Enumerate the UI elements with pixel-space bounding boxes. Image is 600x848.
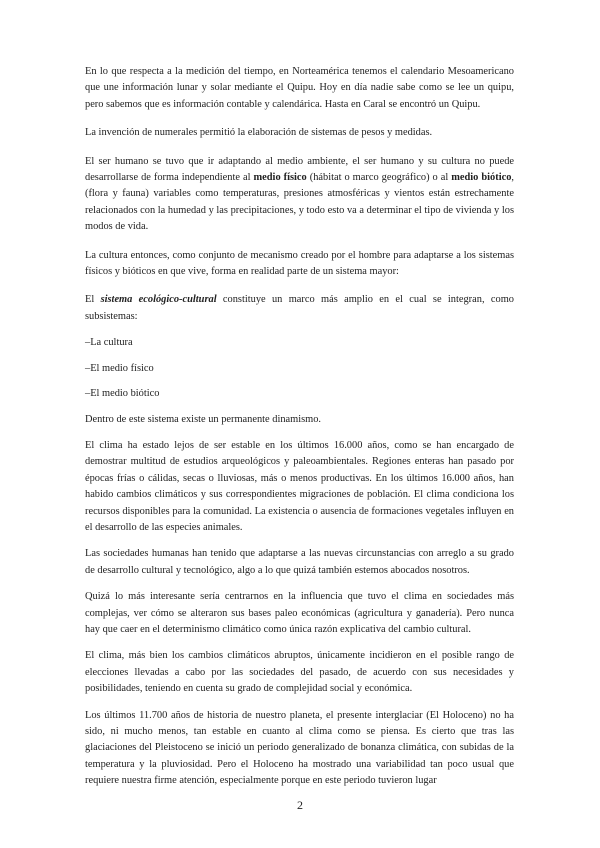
paragraph-sistema xyxy=(85,292,514,325)
paragraph-quipu: En lo que respecta a la medición del tiempo, en Norteamérica tenemos el calendario Mesoamericano que une información lunar y solar mediante el Quipu. Hoy en día nadie sabe como se lee un quipu, pero sabemos que es información contable y calendárica. Hasta en Caral se encontró un Quipu. xyxy=(85,66,514,110)
bold-term-sistema xyxy=(101,294,217,305)
paragraph-dinamismo: Dentro de este sistema existe un permanente dinamismo. xyxy=(85,413,322,425)
paragraph-clima-estable: El clima ha estado lejos de ser estable en los últimos 16.000 años, como se han encargado de demostrar multitud de estudios arqueológicos y paleoambientales. Regiones enteras han pasado por épocas frías o cálidas, secas o lluviosas, más o menos productivas. En los últimos 16.000 años, han habido cambios climáticos y sus correspondientes migraciones de población. El clima condiciona los recursos disponibles para la comunidad. La existencia o ausencia de formaciones vegetales influyen en el desarrollo de las especies animales. xyxy=(85,439,514,533)
paragraph-numerales: La invención de numerales permitió la elaboración de sistemas de pesos y medidas. xyxy=(85,127,433,139)
document-body xyxy=(85,64,514,790)
list-item-medio-fisico: –El medio físico xyxy=(85,362,154,374)
page-number: 2 xyxy=(297,798,303,812)
paragraph-sociedades: Las sociedades humanas han tenido que adaptarse a las nuevas circunstancias con arreglo a su grado de desarrollo cultural y tecnológico, algo a lo que quizá también estemos abocados nosotros. xyxy=(85,548,514,576)
text-span: (hábitat o marco geográfico) o al xyxy=(306,172,452,184)
paragraph-adaptacion xyxy=(85,154,514,236)
text-span: , (flora y fauna) variables como temperaturas, presiones atmosféricas y vientos están estrechamente relacionados con la humedad y las precipitaciones, y todo esto va a determinar el tipo de vivienda y los modos de vida. xyxy=(85,172,515,233)
paragraph-cultura: La cultura entonces, como conjunto de mecanismo creado por el hombre para adaptarse a los sistemas físicos y bióticos en que vive, forma en realidad parte de un sistema mayor: xyxy=(85,249,514,278)
text-span: constituye un marco más amplio en el cual se integran, como subsistemas: xyxy=(85,294,514,322)
list-item-cultura: –La cultura xyxy=(85,337,133,349)
paragraph-holoceno: Los últimos 11.700 años de historia de nuestro planeta, el presente interglaciar (El Holoceno) no ha sido, ni mucho menos, tan estable en cuanto al clima como se piensa. Es cierto que tras las glaciaciones del Pleistoceno se inició un periodo generalizado de bonanza climática, con subidas de la temperatura y la pluviosidad. Pero el Holoceno ha mostrado una variabilidad tan poco usual que requiere nuestra firme atención, especialmente porque en este periodo tuvieron lugar xyxy=(85,709,514,787)
list-item-medio-biotico: –El medio biótico xyxy=(85,388,160,400)
bold-term-medio-biotico: medio biótico xyxy=(451,172,512,184)
text-span: El ser humano se tuvo que ir adaptando al medio ambiente, el ser humano y su cultura no puede desarrollarse de forma independiente al xyxy=(85,155,514,184)
paragraph-cambios-abruptos: El clima, más bien los cambios climáticos abruptos, únicamente incidieron en el posible rango de elecciones llevadas a cabo por las sociedades del pasado, de acuerdo con sus necesidades y posibilidades, teniendo en cuenta su grado de complejidad social y económica. xyxy=(85,650,514,695)
text-span: El xyxy=(85,294,101,306)
paragraph-influencia: Quizá lo más interesante sería centrarnos en la influencia que tuvo el clima en sociedades más complejas, ver cómo se alteraron sus bases paleo económicas (agricultura y ganadería). Pero nunca hay que caer en el determinismo climático como única razón explicativa del cambio cultural. xyxy=(85,591,514,635)
bold-term-medio-fisico: medio físico xyxy=(253,172,307,184)
italic-term-sistema: sistema ecológico-cultural xyxy=(100,294,217,306)
